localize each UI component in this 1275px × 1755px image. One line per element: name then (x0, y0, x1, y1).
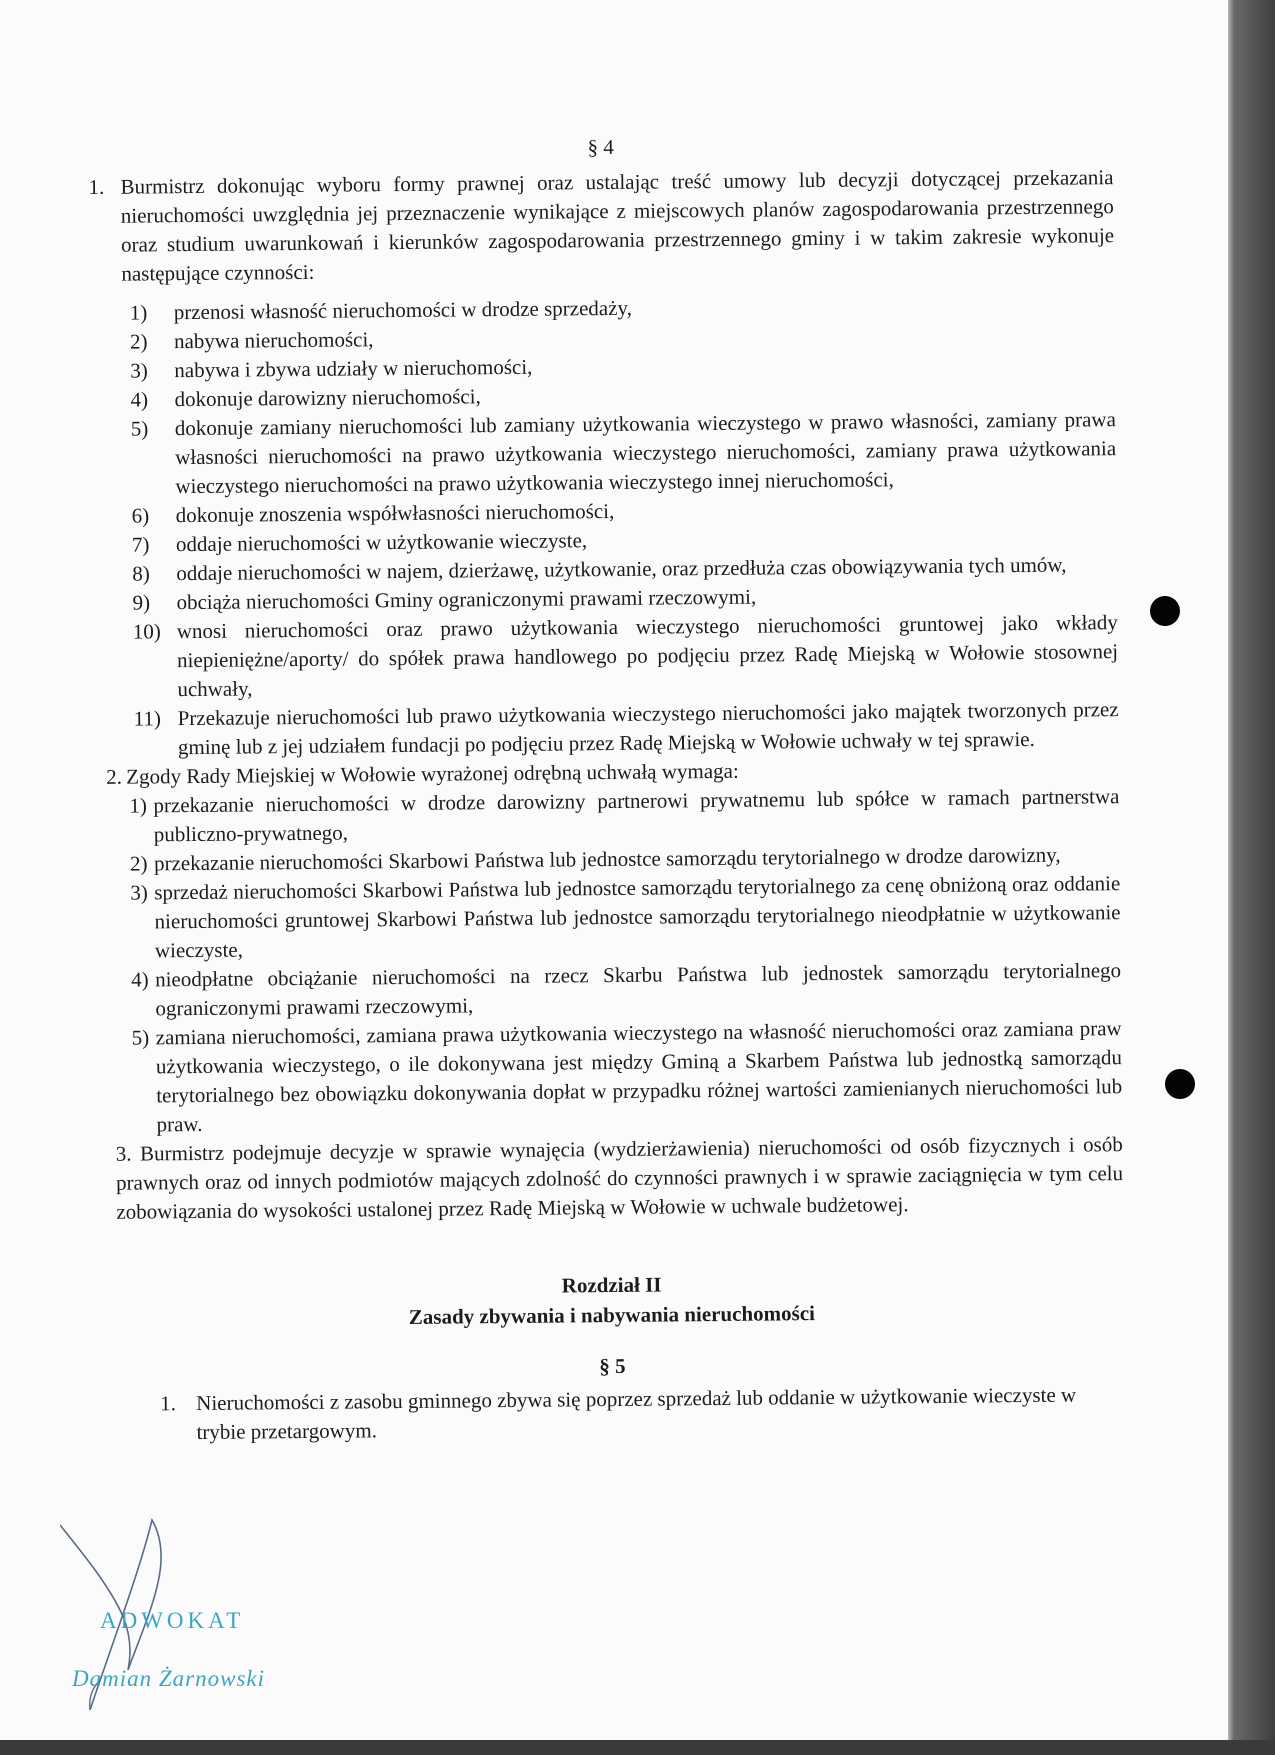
list-item-text: zamiana nieruchomości, zamiana prawa użytkowania wieczystego na własność nieruchomości oraz zamiana praw użytkowania wieczystego, o ile dokonywana jest między Gminą a Skarbem Państwa lub jednostką samorządu terytorialnego bez obowiązku dokonywania dopłat w przypadku różnej wartości zamienianych nieruchomości lub praw. (155, 1016, 1123, 1137)
paragraph-1-list (130, 289, 1119, 762)
scan-edge-bottom (0, 1740, 1275, 1755)
list-item-text: obciąża nieruchomości Gminy ograniczonymi prawami rzeczowymi, (176, 584, 757, 615)
list-item-text: dokonuje darowizny nieruchomości, (174, 384, 481, 412)
list-item-text: Przekazuje nieruchomości lub prawo użytkowania wieczystego nieruchomości jako majątek tworzonych przez gminę lub z jej udziałem fundacji po podjęciu przez Radę Miejską w Wołowie uchwały w tej sprawie. (177, 697, 1119, 760)
list-item-text: nieodpłatne obciążanie nieruchomości na rzecz Skarbu Państwa lub jednostek samorządu terytorialnego ograniczonymi prawami rzeczowymi, (155, 958, 1122, 1021)
list-item-number: 4) (130, 387, 149, 412)
list-item-number: 5) (130, 416, 149, 441)
list-item-number: 5) (131, 1025, 150, 1050)
list-item (129, 782, 1120, 850)
stamp-name: Damian Żarnowski (72, 1666, 265, 1691)
paragraph-number: 2. (106, 764, 123, 789)
list-item (130, 869, 1121, 965)
list-item-number: 4) (131, 967, 149, 992)
paragraph-number: 1. (160, 1391, 177, 1416)
chapter-subtitle: Zasady zbywania i nabywania nieruchomości (408, 1301, 816, 1329)
list-item-number: 2) (129, 851, 148, 876)
list-item-text: przenosi własność nieruchomości w drodze sprzedaży, (173, 295, 633, 325)
list-item (132, 1014, 1123, 1139)
paragraph-text: Zgody Rady Miejskiej w Wołowie wyrażonej odrębną uchwałą wymaga: (126, 758, 739, 789)
list-item-number: 10) (132, 619, 161, 644)
list-item (131, 956, 1122, 1024)
list-item-number: 6) (131, 503, 150, 528)
list-item-number: 3) (130, 358, 148, 383)
list-item-text: oddaje nieruchomości w najem, dzierżawę, użytkowanie, oraz przedłuża czas obowiązywania tych umów, (176, 552, 1067, 586)
list-item-text: oddaje nieruchomości w użytkowanie wieczyste, (175, 528, 588, 557)
list-item (133, 608, 1119, 704)
section-5-heading: § 5 (599, 1353, 626, 1379)
list-item-number: 8) (132, 561, 150, 586)
list-item (134, 695, 1120, 762)
list-item-text: nabywa i zbywa udziały w nieruchomości, (174, 354, 533, 383)
list-item-text: nabywa nieruchomości, (173, 327, 374, 354)
paragraph-number: 3. (115, 1141, 132, 1166)
list-item-text: sprzedaż nieruchomości Skarbowi Państwa lub jednostce samorządu terytorialnego za cenę obniżoną oraz oddanie nieruchomości gruntowej Skarbowi Państwa lub jednostce samorządu terytorialnego nieodpłatnie w użytkowanie wieczyste, (154, 871, 1121, 963)
list-item-number: 3) (130, 880, 148, 905)
punch-hole-bottom (1165, 1069, 1195, 1099)
paragraph-text: Burmistrz dokonując wyboru formy prawnej oraz ustalając treść umowy lub decyzji dotyczącej przekazania nieruchomości uwzględnia jej przeznaczenie wynikające z miejscowych planów zagospodarowania przestrzennego oraz studium uwarunkowań i kierunków zagospodarowania przestrzennego gminy i w takim zakresie wykonuje następujące czynności: (120, 165, 1115, 286)
document-body (88, 120, 1126, 1448)
list-item-number: 9) (132, 590, 151, 615)
scan-edge-right (1228, 0, 1275, 1755)
paragraph-number: 1. (88, 174, 105, 199)
list-item-number: 2) (129, 329, 148, 354)
list-item-number: 11) (133, 706, 161, 731)
list-item-text: przekazanie nieruchomości Skarbowi Państwa lub jednostce samorządu terytorialnego w drodze darowizny, (153, 842, 1061, 876)
punch-hole-top (1150, 596, 1180, 626)
list-item-number: 1) (129, 300, 148, 325)
paragraph-3 (116, 1130, 1124, 1227)
paragraph-2-list (129, 782, 1122, 1139)
list-item-text: dokonuje znoszenia współwłasności nieruchomości, (175, 498, 615, 528)
list-item-number: 1) (129, 793, 148, 818)
paragraph-text: Burmistrz podejmuje decyzje w sprawie wynajęcia (wydzierżawienia) nieruchomości od osób fizycznych i osób prawnych oraz od innych podmiotów mających zdolność do czynności prawnych i w sprawie zaciągnięcia w tym celu zobowiązania do wysokości ustalonej przez Radę Miejską w Wołowie w uchwale budżetowej. (115, 1132, 1124, 1224)
stamp-title: ADWOKAT (100, 1608, 245, 1633)
section-4-heading: § 4 (587, 134, 614, 160)
list-item-text: przekazanie nieruchomości w drodze darowizny partnerowi prywatnemu lub spółce w ramach partnerstwa publiczno-prywatnego, (153, 784, 1120, 847)
paragraph-text: Nieruchomości z zasobu gminnego zbywa się poprzez sprzedaż lub oddanie w użytkowanie wieczyste w trybie przetargowym. (196, 1382, 1077, 1445)
paragraph-1 (88, 163, 1114, 289)
chapter-title: Rozdział II (561, 1272, 662, 1298)
paragraph-3-text-block (116, 1130, 1124, 1227)
list-item (131, 405, 1117, 501)
list-item-number: 7) (131, 532, 150, 557)
section-5-paragraph-1 (160, 1380, 1126, 1447)
list-item-text: wnosi nieruchomości oraz prawo użytkowania wieczystego nieruchomości gruntowej jako wkłady niepieniężne/aporty/ do spółek prawa handlowego po podjęciu przez Radę Miejską w Wołowie stosownej uchwały, (176, 610, 1119, 702)
list-item-text: dokonuje zamiany nieruchomości lub zamiany użytkowania wieczystego w prawo własności, zamiany prawa własności nieruchomości na prawo użytkowania wieczystego nieruchomości, zamiany prawa użytkowania wieczystego nieruchomości na prawo użytkowania wieczystego innej nieruchomości, (174, 407, 1117, 499)
